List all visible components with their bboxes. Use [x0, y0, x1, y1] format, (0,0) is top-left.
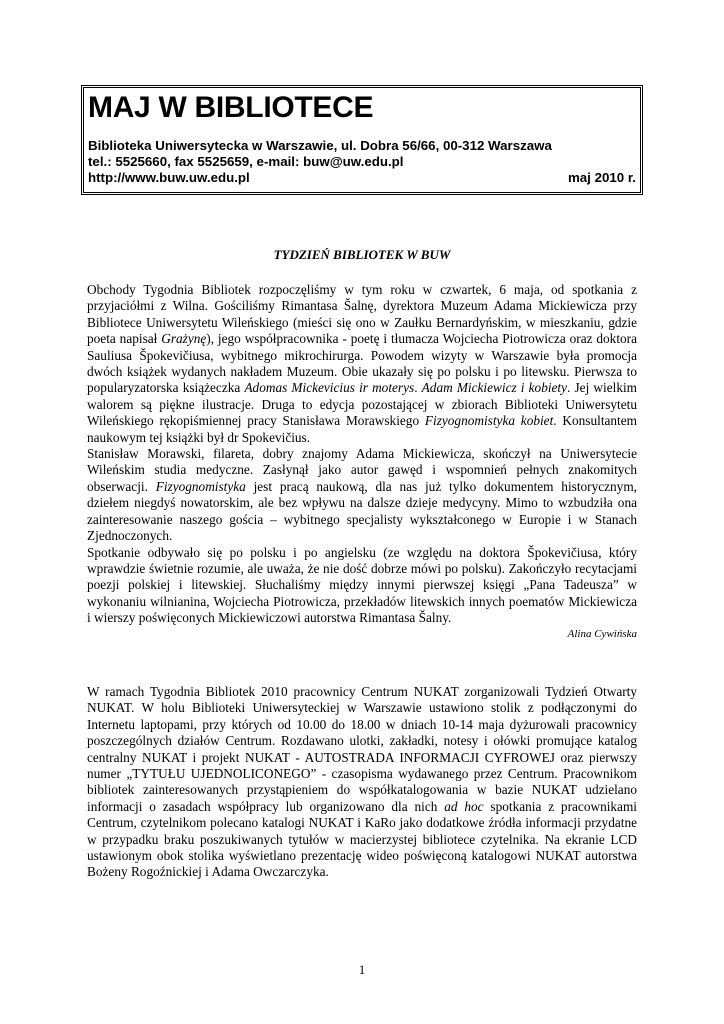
paragraph-4: W ramach Tygodnia Bibliotek 2010 pracownicy Centrum NUKAT zorganizowali Tydzień Otwarty NUKAT. W holu Biblioteki Uniwersyteckiej w Warszawie ustawiono stolik z podłączonymi do Internetu laptopami, przy których od 10.00 do 18.00 w dniach 10-14 maja dyżurowali pracownicy poszczególnych działów Centrum. Rozdawano ulotki, zakładki, notesy i ołówki promujące katalog centralny NUKAT i projekt NUKAT - AUTOSTRADA INFORMACJI CYFROWEJ oraz pierwszy numer „TYTUŁU UJEDNOLICONEGO” - czasopisma wydawanego przez Centrum. Pracownikom bibliotek zainteresowanych przystąpieniem do współkatalogowania w bazie NUKAT udzielano informacji o zasadach współpracy lub organizowano dla nich ad hoc spotkania z pracownikami Centrum, czytelnikom polecano katalogi NUKAT i KaRo jako dodatkowe źródła informacji przydatne w przypadku braku poszukiwanych tytułów w macierzystej bibliotece czytelnika. Na ekranie LCD ustawionym obok stolika wyświetlano prezentację wideo poświęconą katalogowi NUKAT autorstwa Bożeny Rogoźnickiej i Adama Owczarczyka.	[87, 684, 637, 880]
newsletter-header	[81, 85, 643, 195]
author-signature: Alina Cywińska	[567, 627, 637, 640]
header-footer-line	[88, 170, 636, 186]
library-contact: tel.: 5525660, fax 5525659, e-mail: buw@uw.edu.pl	[88, 154, 404, 169]
paragraph-3: Spotkanie odbywało się po polsku i po angielsku (ze względu na doktora Špokevičiusa, który wprawdzie świetnie rozumie, ale uważa, że nie dość dobrze mówi po polsku). Zakończyło recytacjami poezji polskiej i litewskiej. Słuchaliśmy między innymi pierwszej księgi „Pana Tadeusza” w wykonaniu wilnianina, Wojciecha Piotrowicza, przekładów litewskich innych poematów Mickiewicza i wierszy poświęconych Mickiewiczowi autorstwa Rimantasa Šalny.	[87, 544, 637, 626]
issue-date: maj 2010 r.	[567, 170, 636, 185]
library-website: http://www.buw.uw.edu.pl	[88, 170, 250, 185]
page-number: 1	[358, 962, 366, 977]
article-section-vilnius	[87, 282, 637, 641]
library-address: Biblioteka Uniwersytecka w Warszawie, ul. Dobra 56/66, 00-312 Warszawa	[88, 138, 552, 153]
newsletter-title: MAJ W BIBLIOTECE	[88, 91, 374, 124]
paragraph-2: Stanisław Morawski, filareta, dobry znajomy Adama Mickiewicza, skończył na Uniwersytecie Wileńskim studia medyczne. Zasłynął jako autor gawęd i wspomnień pełnych znakomitych obserwacji. Fizyognomistyka jest pracą naukową, dla nas już tylko dokumentem historycznym, dziełem niegdyś nowatorskim, ale bez wpływu na dalsze dzieje medycyny. Mimo to wzbudziła ona zainteresowanie naszego gościa – wybitnego specjalisty wykształconego w Europie i w Stanach Zjednoczonych.	[87, 446, 638, 544]
paragraph-1: Obchody Tygodnia Bibliotek rozpoczęliśmy w tym roku w czwartek, 6 maja, od spotkania z przyjaciółmi z Wilna. Gościliśmy Rimantasa Šalnę, dyrektora Muzeum Adama Mickiewicza przy Bibliotece Uniwersytetu Wileńskiego (mieści się ono w Zaułku Bernardyńskim, w mieszkaniu, gdzie poeta napisał Grażynę), jego współpracownika - poetę i tłumacza Wojciecha Piotrowicza oraz doktora Sauliusa Špokevičiusa, wybitnego mikrochirurga. Powodem wizyty w Warszawie była promocja dwóch książek wydanych nakładem Muzeum. Obie ukazały się po polsku i po litewsku. Pierwsza to popularyzatorska książeczka Adomas Mickevicius ir moterys. Adam Mickiewicz i kobiety. Jej wielkim walorem są piękne ilustracje. Druga to edycja pozostającej w zbiorach Biblioteki Uniwersytetu Wileńskiego rękopiśmiennej pracy Stanisława Morawskiego Fizyognomistyka kobiet. Konsultantem naukowym tej książki był dr Spokevičius.	[87, 282, 638, 445]
article-section-nukat	[87, 684, 637, 881]
article-title: TYDZIEŃ BIBLIOTEK W BUW	[273, 247, 451, 262]
